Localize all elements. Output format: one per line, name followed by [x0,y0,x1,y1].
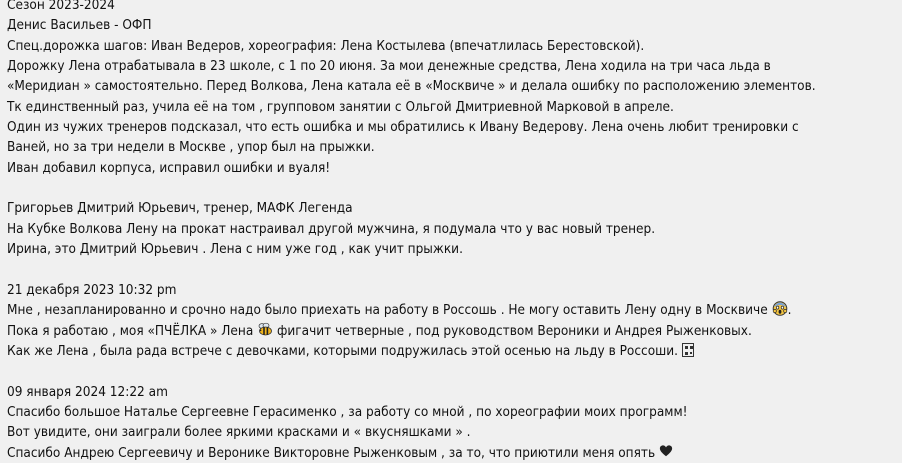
text-line: «Меридиан » самостоятельно. Перед Волкова, Лена катала её в «Москвиче » и делала ошибку по расположению элементов. [7,78,816,95]
coach-heading: Григорьев Дмитрий Юрьевич, тренер, МАФК Легенда [7,200,353,217]
text-line [7,300,897,320]
text-segment: Как же Лена , была рада встрече с девочками, которыми подружилась этой осенью на льду в Россоши. [7,342,678,359]
text-line: Иван добавил корпуса, исправил ошибки и вуаля! [7,159,331,176]
text-segment: Пока я работаю , моя «ПЧЁЛКА » Лена [7,322,254,339]
paragraph-gap [7,259,897,279]
text-line: Тк единственный раз, учила её на том , групповом занятии с Ольгой Дмитриевной Марковой в апреле. [7,98,674,115]
post-body [7,0,897,463]
text-segment: фигачит четверные , под руководством Вероники и Андрея Рыженковых. [276,322,752,339]
text-segment: . [787,302,792,319]
paragraph-gap [7,178,897,198]
text-line [7,341,897,361]
honeybee-icon [257,321,273,337]
text-line: На Кубке Волкова Лену на прокат настраивал другой мужчина, я подумала что у вас новый тренер. [7,220,656,237]
text-line: Спасибо большое Наталье Сергеевне Герасименко , за работу со мной , по хореографии моих программ! [7,403,688,420]
text-line: Спец.дорожка шагов: Иван Ведеров, хореография: Лена Костылева (впечатлилась Берестовской). [7,37,645,54]
black-heart-icon [659,444,673,458]
entry-date: 21 декабря 2023 10:32 pm [7,281,177,298]
text-line: Ваней, но за три недели в Москве , упор был на прыжки. [7,139,375,156]
text-line: Вот увидите, они заиграли более яркими красками и « вкусняшками » . [7,424,471,441]
qr-code-icon [682,343,694,357]
paragraph-gap [7,361,897,381]
text-line: Дорожку Лена отрабатывала в 23 школе, с 1 по 20 июня. За мои денежные средства, Лена ходила на три часа льда в [7,58,771,75]
text-line [7,321,897,341]
text-segment: Спасибо Андрею Сергеевичу и Веронике Викторовне Рыженковым , за то, что приютили меня опять [7,444,656,461]
text-line: Один из чужих тренеров подсказал, что есть ошибка и мы обратились к Ивану Ведерову. Лена очень любит тренировки с [7,119,799,136]
face-screaming-in-fear-icon [772,300,788,316]
text-line [7,443,897,463]
text-line: Денис Васильев - ОФП [7,17,152,34]
text-line: Ирина, это Дмитрий Юрьевич . Лена с ним уже год , как учит прыжки. [7,241,463,258]
season-heading: Сезон 2023-2024 [7,0,115,13]
text-segment: Мне , незапланированно и срочно надо было приехать на работу в Россошь . Не могу оставить Лену одну в Москвиче [7,302,768,319]
entry-date: 09 января 2024 12:22 am [7,383,168,400]
